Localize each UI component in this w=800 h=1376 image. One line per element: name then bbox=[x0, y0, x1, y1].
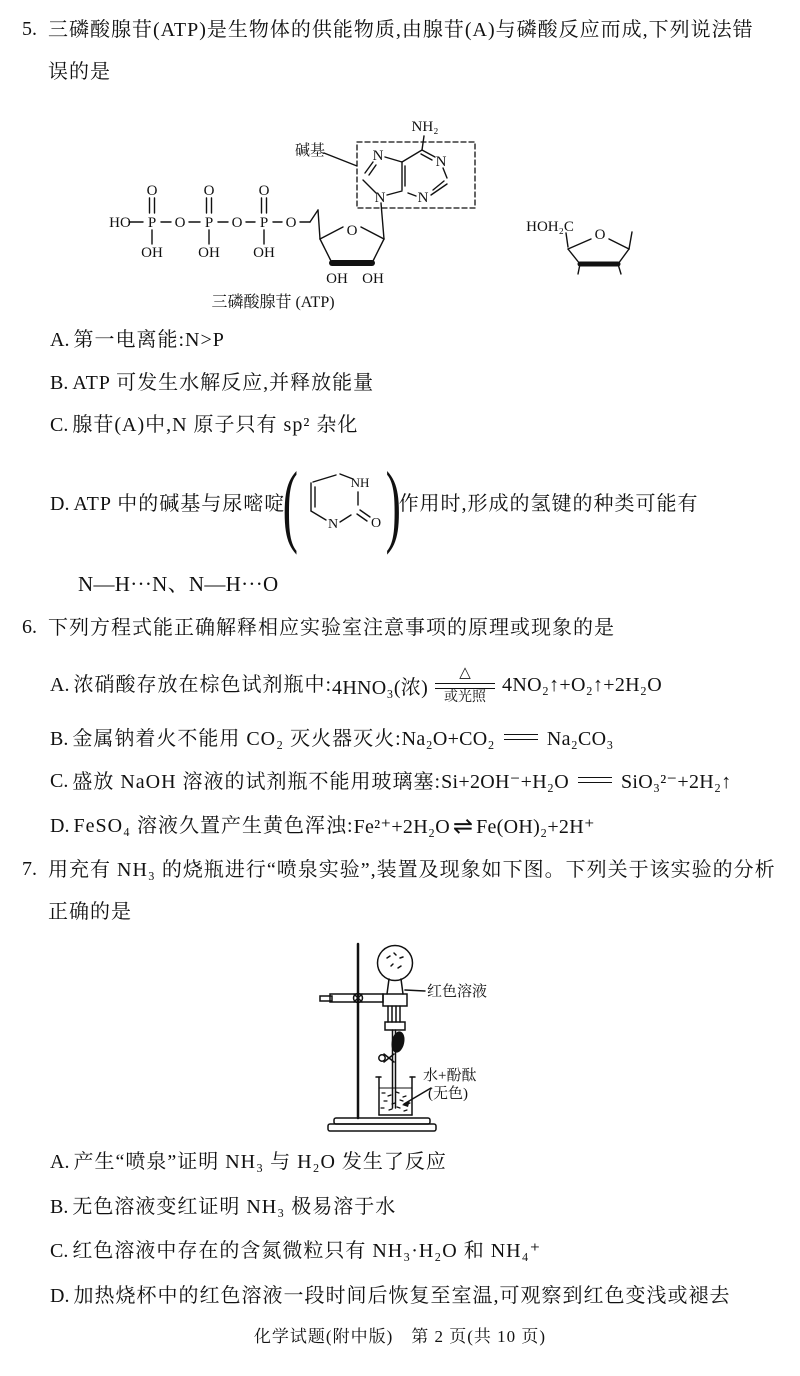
atom-label: N bbox=[417, 190, 429, 206]
q5-option-b bbox=[50, 371, 374, 395]
q6-option-a bbox=[50, 662, 662, 708]
beaker-solution-label: 水+酚酞 bbox=[423, 1068, 477, 1084]
atp-caption: 三磷酸腺苷 (ATP) bbox=[211, 294, 335, 311]
option-label: D. bbox=[50, 814, 70, 837]
atom-label: OH bbox=[362, 271, 384, 287]
option-label: A. bbox=[50, 1150, 70, 1173]
option-text: 第一电离能:N>P bbox=[73, 329, 225, 351]
flask-stopper bbox=[383, 994, 407, 1006]
option-text: 腺苷(A)中,N 原子只有 sp² 杂化 bbox=[72, 414, 359, 436]
option-text: 红色溶液中存在的含氮微粒只有 NH₃·H₂O 和 NH₄⁺ bbox=[72, 1240, 542, 1262]
q6-stem-text: 下列方程式能正确解释相应实验室注意事项的原理或现象的是 bbox=[48, 617, 615, 639]
option-label: B. bbox=[50, 727, 69, 750]
condition-delta: △ bbox=[459, 664, 471, 681]
option-text: 浓硝酸存放在棕色试剂瓶中: bbox=[73, 674, 333, 696]
flask-solution-label: 红色溶液 bbox=[427, 984, 488, 1000]
equation-rhs: Na₂CO₃ bbox=[546, 727, 614, 750]
equation-rhs: Fe(OH)₂+2H⁺ bbox=[476, 815, 595, 838]
q5-stem-text-2: 误的是 bbox=[48, 61, 111, 83]
option-label: D. bbox=[50, 492, 70, 515]
equation-lhs: 4HNO₃(浓) bbox=[332, 676, 429, 699]
clamp-arm bbox=[330, 994, 383, 1002]
atom-label: N bbox=[435, 154, 447, 170]
q7-stem-text-2: 正确的是 bbox=[48, 901, 132, 923]
q6-number: 6. bbox=[22, 616, 37, 638]
atom-label: P bbox=[204, 215, 214, 231]
q5-option-a bbox=[50, 328, 225, 352]
atom-label: O bbox=[174, 215, 186, 231]
atom-label: OH bbox=[198, 245, 220, 261]
option-text: 加热烧杯中的红色溶液一段时间后恢复至室温,可观察到红色变浅或褪去 bbox=[73, 1285, 731, 1307]
equation-lhs: Si+2OH⁻+H₂O bbox=[441, 771, 569, 793]
option-label: B. bbox=[50, 371, 69, 394]
atom-label: HO bbox=[109, 215, 131, 231]
reversible-arrow: ⇌ bbox=[452, 812, 474, 840]
q7-option-c bbox=[50, 1239, 541, 1263]
atom-label: O bbox=[285, 215, 297, 231]
option-label: C. bbox=[50, 1239, 69, 1262]
atom-label: N bbox=[327, 517, 338, 532]
option-text: 作用时,形成的氢键的种类可能有 bbox=[398, 493, 699, 515]
option-label: C. bbox=[50, 413, 69, 436]
atom-label: O bbox=[370, 516, 381, 531]
atom-label: P bbox=[259, 215, 269, 231]
q5-option-d: D. ATP 中的碱基与尿嘧啶 ( NH N O ) 作用时,形成的氢键的种类可能有 bbox=[50, 453, 699, 555]
q5-hydrogen-bond-kinds: N—H···N、N—H···O bbox=[78, 572, 279, 596]
flask-label-leader bbox=[405, 990, 425, 991]
option-label: A. bbox=[50, 328, 70, 351]
page-footer: 化学试题(附中版) 第 2 页(共 10 页) bbox=[253, 1327, 547, 1346]
atom-label: O bbox=[231, 215, 243, 231]
double-bond-equals bbox=[504, 734, 538, 740]
atom-label: N bbox=[372, 148, 384, 164]
atom-label: OH bbox=[253, 245, 275, 261]
atom-label: OH bbox=[141, 245, 163, 261]
equation-rhs: 4NO₂↑+O₂↑+2H₂O bbox=[502, 673, 662, 696]
equation-rhs: SiO₃²⁻+2H₂↑ bbox=[620, 771, 732, 793]
option-text: 金属钠着火不能用 CO₂ 灭火器灭火: bbox=[72, 728, 402, 750]
uracil-structure bbox=[296, 461, 388, 547]
atom-label: N bbox=[374, 190, 386, 206]
option-label: D. bbox=[50, 1284, 70, 1307]
q5-stem-line1 bbox=[22, 18, 754, 42]
option-label: C. bbox=[50, 770, 69, 792]
q7-stem-line1 bbox=[22, 858, 776, 882]
option-text: 无色溶液变红证明 NH₃ 极易溶于水 bbox=[72, 1196, 397, 1218]
round-flask bbox=[378, 946, 413, 981]
option-text: 产生“喷泉”证明 NH₃ 与 H₂O 发生了反应 bbox=[73, 1151, 447, 1173]
option-text: 盛放 NaOH 溶液的试剂瓶不能用玻璃塞: bbox=[72, 770, 442, 793]
q6-option-c bbox=[50, 769, 732, 794]
condition-light: 或光照 bbox=[444, 689, 487, 705]
atom-label: O bbox=[203, 183, 215, 199]
equation-lhs: Na₂O+CO₂ bbox=[401, 727, 495, 750]
tube-collar bbox=[385, 1022, 405, 1030]
option-text: FeSO₄ 溶液久置产生黄色浑浊: bbox=[73, 815, 354, 837]
equation-lhs: Fe²⁺+2H₂O bbox=[353, 815, 450, 838]
beaker-solution-label2: (无色) bbox=[428, 1086, 468, 1102]
atom-label: O bbox=[346, 223, 358, 239]
q6-stem bbox=[22, 616, 615, 640]
amine-label: NH₂ bbox=[411, 119, 439, 135]
option-text: ATP 中的碱基与尿嘧啶 bbox=[73, 493, 286, 515]
double-bond-equals bbox=[578, 777, 612, 783]
q6-option-b bbox=[50, 727, 614, 751]
option-label: B. bbox=[50, 1195, 69, 1218]
atom-label: O bbox=[258, 183, 270, 199]
option-label: A. bbox=[50, 673, 70, 696]
q7-option-b bbox=[50, 1195, 396, 1219]
atom-label: P bbox=[147, 215, 157, 231]
double-bond-equals bbox=[435, 683, 495, 689]
q7-option-d bbox=[50, 1284, 730, 1308]
atp-structure-figure bbox=[100, 106, 660, 318]
q5-number: 5. bbox=[22, 18, 37, 40]
atom-label: O bbox=[594, 227, 606, 243]
q5-stem-text-1: 三磷酸腺苷(ATP)是生物体的供能物质,由腺苷(A)与磷酸反应而成,下列说法错 bbox=[48, 19, 754, 41]
sugar-ch2-label: HOH₂C bbox=[526, 219, 574, 235]
atom-label: OH bbox=[326, 271, 348, 287]
q7-number: 7. bbox=[22, 858, 37, 880]
fountain-apparatus-figure bbox=[308, 928, 518, 1134]
reaction-condition bbox=[435, 666, 495, 705]
q5-option-c bbox=[50, 413, 358, 437]
stand-base bbox=[334, 1118, 430, 1124]
q7-option-a bbox=[50, 1150, 447, 1174]
q6-option-d bbox=[50, 812, 595, 840]
q7-stem-text-1: 用充有 NH₃ 的烧瓶进行“喷泉实验”,装置及现象如下图。下列关于该实验的分析 bbox=[48, 859, 776, 881]
stand-base bbox=[328, 1124, 436, 1131]
atom-label: O bbox=[146, 183, 158, 199]
atom-label: NH bbox=[350, 475, 370, 490]
option-text: ATP 可发生水解反应,并释放能量 bbox=[72, 372, 375, 394]
pinch-clamp bbox=[379, 1055, 385, 1061]
base-callout-label: 碱基 bbox=[294, 143, 326, 159]
